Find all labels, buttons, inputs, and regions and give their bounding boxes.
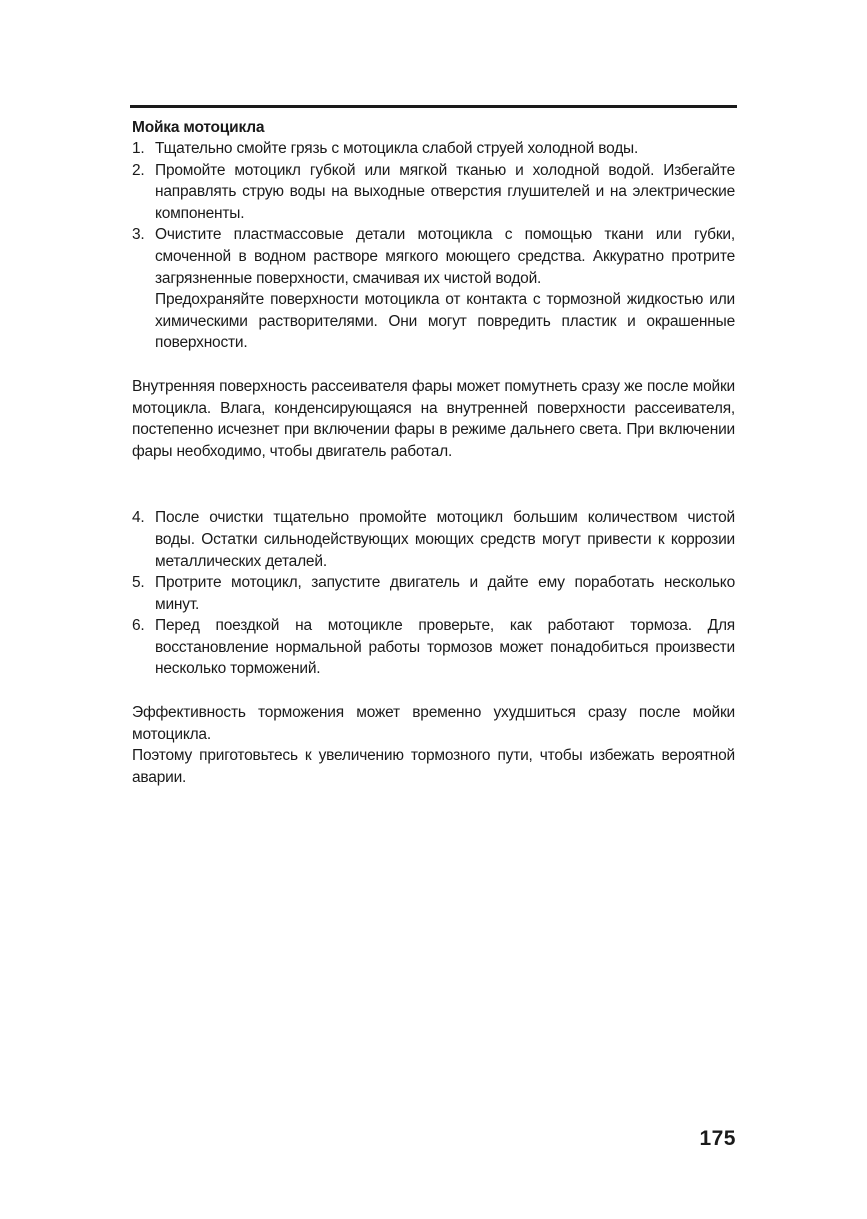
list-item bbox=[132, 615, 735, 680]
list-item bbox=[132, 160, 735, 225]
page-number: 175 bbox=[699, 1127, 736, 1150]
list-item bbox=[132, 572, 735, 615]
step-text: Протрите мотоцикл, запустите двигатель и дайте ему поработать несколько минут. bbox=[155, 574, 735, 613]
step-warning-text: Предохраняйте поверхности мотоцикла от контакта с тормозной жидкостью или химическими растворителями. Они могут повредить пластик и окрашенные поверхности. bbox=[155, 291, 735, 352]
step-text: Перед поездкой на мотоцикле проверьте, как работают тормоза. Для восстановление нормальной работы тормозов может понадобиться произвести несколько торможений. bbox=[155, 617, 735, 678]
braking-note-line: Поэтому приготовьтесь к увеличению тормозного пути, чтобы избежать вероятной аварии. bbox=[132, 747, 735, 786]
list-item bbox=[132, 224, 735, 354]
headlight-note: Внутренняя поверхность рассеивателя фары может помутнеть сразу же после мойки мотоцикла. Влага, конденсирующаяся на внутренней поверхности рассеивателя, постепенно исчезнет при включении фары в режиме дальнего света. При включении фары необходимо, чтобы двигатель работал. bbox=[132, 377, 735, 460]
step-text: Очистите пластмассовые детали мотоцикла с помощью ткани или губки, смоченной в водном растворе мягкого моющего средства. Аккуратно протрите загрязненные поверхности, смачивая их чистой водой. bbox=[155, 226, 735, 287]
list-item bbox=[132, 138, 735, 160]
step-text: Тщательно смойте грязь с мотоцикла слабой струей холодной воды. bbox=[155, 140, 639, 157]
page-content bbox=[132, 118, 735, 788]
section-title: Мойка мотоцикла bbox=[132, 119, 265, 136]
step-number: 5. bbox=[132, 574, 145, 592]
steps-list-a bbox=[132, 138, 735, 354]
braking-note-line: Эффективность торможения может временно ухудшиться сразу после мойки мотоцикла. bbox=[132, 704, 735, 743]
step-number: 1. bbox=[132, 140, 145, 157]
step-number: 3. bbox=[132, 226, 145, 244]
step-number: 2. bbox=[132, 161, 145, 179]
top-rule bbox=[130, 105, 737, 108]
step-number: 6. bbox=[132, 617, 145, 635]
step-text: После очистки тщательно промойте мотоцикл большим количеством чистой воды. Остатки сильнодействующих моющих средств могут привести к коррозии металлических деталей. bbox=[155, 509, 735, 570]
braking-note bbox=[132, 702, 735, 788]
step-number: 4. bbox=[132, 509, 145, 527]
step-text: Промойте мотоцикл губкой или мягкой тканью и холодной водой. Избегайте направлять струю воды на выходные отверстия глушителей и на электрические компоненты. bbox=[155, 161, 735, 222]
steps-list-b bbox=[132, 507, 735, 680]
list-item bbox=[132, 507, 735, 572]
